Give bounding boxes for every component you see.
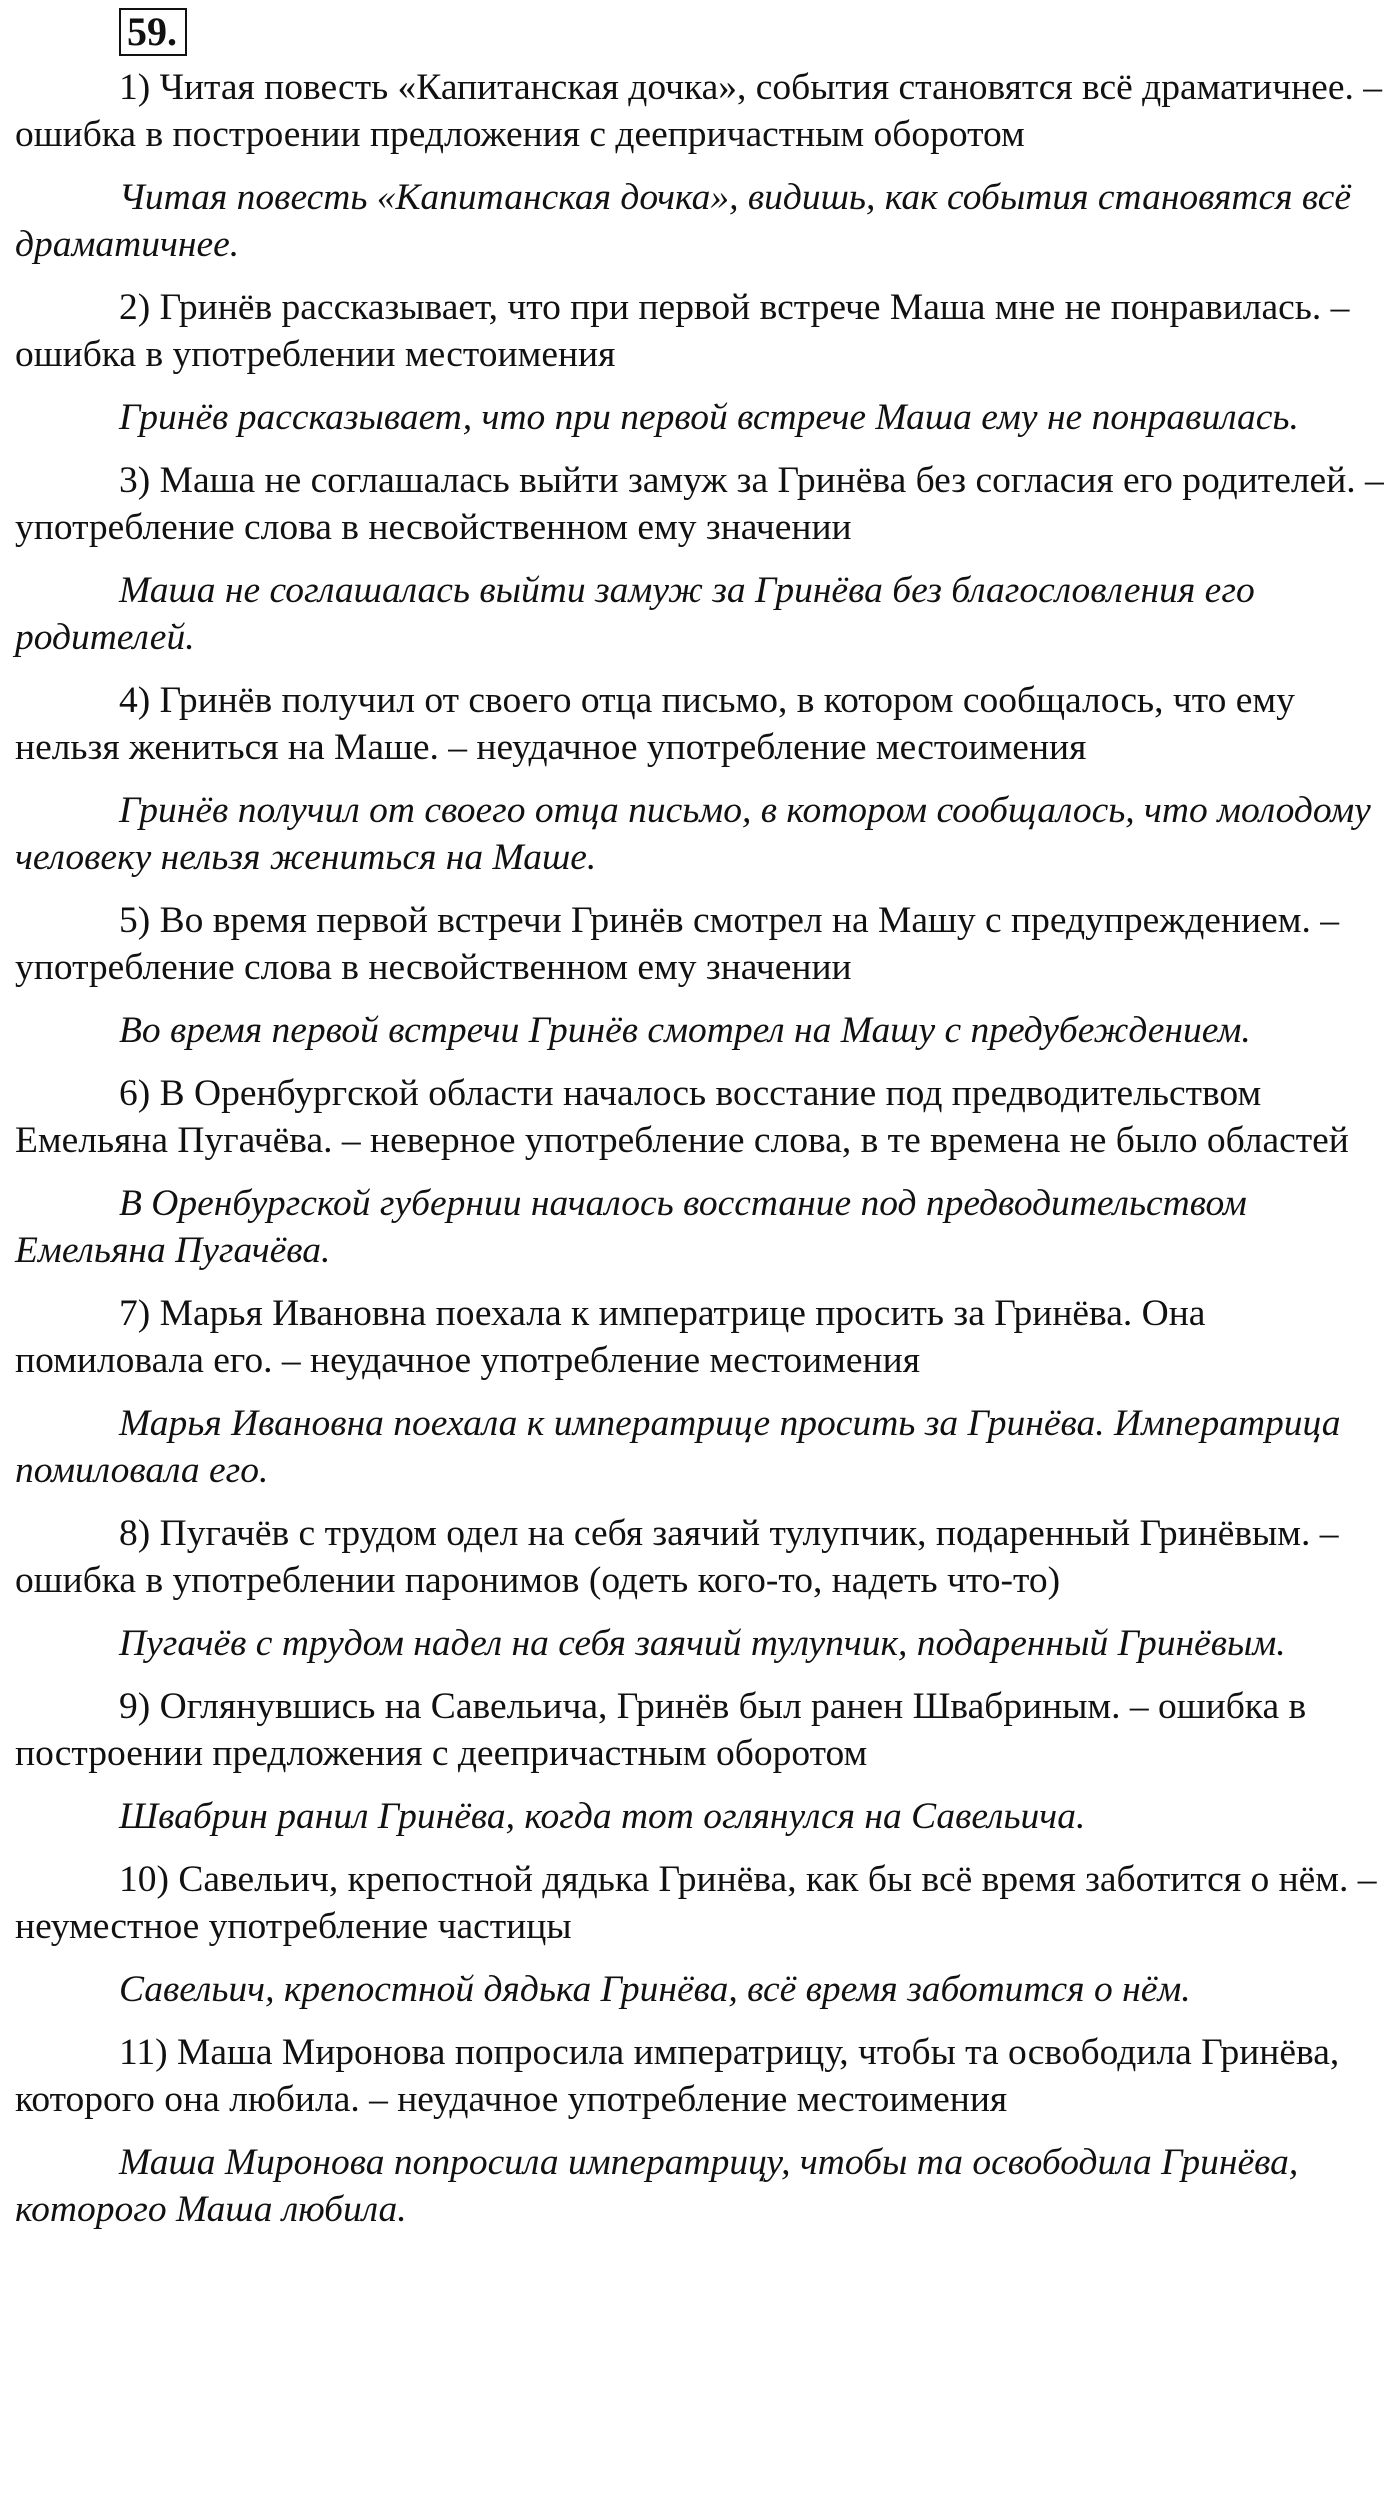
corrected-sentence: Во время первой встречи Гринёв смотрел на Машу с предубеждением. [119, 1010, 1251, 1051]
list-item [15, 64, 1385, 268]
list-item [15, 1856, 1385, 2013]
erroneous-sentence: 11) Маша Миронова попросила императрицу, чтобы та освободила Гринёва, которого она любила. – неудачное употребление местоимения [15, 2032, 1340, 2120]
document-page [15, 8, 1385, 2249]
erroneous-sentence: 9) Оглянувшись на Савельича, Гринёв был ранен Швабриным. – ошибка в построении предложения с деепричастным оборотом [15, 1686, 1307, 1774]
list-item [15, 284, 1385, 441]
erroneous-sentence: 5) Во время первой встречи Гринёв смотрел на Машу с предупреждением. – употребление слова в несвойственном ему значении [15, 900, 1339, 988]
corrected-sentence: Гринёв рассказывает, что при первой встрече Маша ему не понравилась. [119, 397, 1299, 438]
corrected-sentence: Маша Миронова попросила императрицу, чтобы та освободила Гринёва, которого Маша любила. [15, 2142, 1299, 2230]
exercise-number: 59. [119, 8, 187, 56]
list-item [15, 897, 1385, 1054]
corrected-sentence: Швабрин ранил Гринёва, когда тот оглянулся на Савельича. [119, 1796, 1086, 1837]
list-item [15, 457, 1385, 661]
corrected-sentence: Пугачёв с трудом надел на себя заячий тулупчик, подаренный Гринёвым. [119, 1623, 1286, 1664]
erroneous-sentence: 7) Марья Ивановна поехала к императрице просить за Гринёва. Она помиловала его. – неудачное употребление местоимения [15, 1293, 1206, 1381]
erroneous-sentence: 6) В Оренбургской области началось восстание под предводительством Емельяна Пугачёва. – неверное употребление слова, в те времена не было областей [15, 1073, 1349, 1161]
erroneous-sentence: 4) Гринёв получил от своего отца письмо, в котором сообщалось, что ему нельзя жениться на Маше. – неудачное употребление местоимения [15, 680, 1295, 768]
erroneous-sentence: 10) Савельич, крепостной дядька Гринёва, как бы всё время заботится о нём. – неуместное употребление частицы [15, 1859, 1377, 1947]
list-item [15, 1290, 1385, 1494]
erroneous-sentence: 1) Читая повесть «Капитанская дочка», события становятся всё драматичнее. – ошибка в построении предложения с деепричастным оборотом [15, 67, 1382, 155]
corrected-sentence: Гринёв получил от своего отца письмо, в котором сообщалось, что молодому человеку нельзя жениться на Маше. [15, 790, 1371, 878]
erroneous-sentence: 2) Гринёв рассказывает, что при первой встрече Маша мне не понравилась. – ошибка в употреблении местоимения [15, 287, 1350, 375]
corrected-sentence: Маша не соглашалась выйти замуж за Гринёва без благословления его родителей. [15, 570, 1255, 658]
corrected-sentence: Читая повесть «Капитанская дочка», видишь, как события становятся всё драматичнее. [15, 177, 1351, 265]
corrected-sentence: Марья Ивановна поехала к императрице просить за Гринёва. Императрица помиловала его. [15, 1403, 1341, 1491]
erroneous-sentence: 3) Маша не соглашалась выйти замуж за Гринёва без согласия его родителей. – употребление слова в несвойственном ему значении [15, 460, 1384, 548]
corrected-sentence: Савельич, крепостной дядька Гринёва, всё время заботится о нём. [119, 1969, 1191, 2010]
list-item [15, 2029, 1385, 2233]
list-item [15, 677, 1385, 881]
corrected-sentence: В Оренбургской губернии началось восстание под предводительством Емельяна Пугачёва. [15, 1183, 1247, 1271]
list-item [15, 1683, 1385, 1840]
list-item [15, 1070, 1385, 1274]
list-item [15, 1510, 1385, 1667]
erroneous-sentence: 8) Пугачёв с трудом одел на себя заячий тулупчик, подаренный Гринёвым. – ошибка в употреблении паронимов (одеть кого-то, надеть что-то) [15, 1513, 1339, 1601]
